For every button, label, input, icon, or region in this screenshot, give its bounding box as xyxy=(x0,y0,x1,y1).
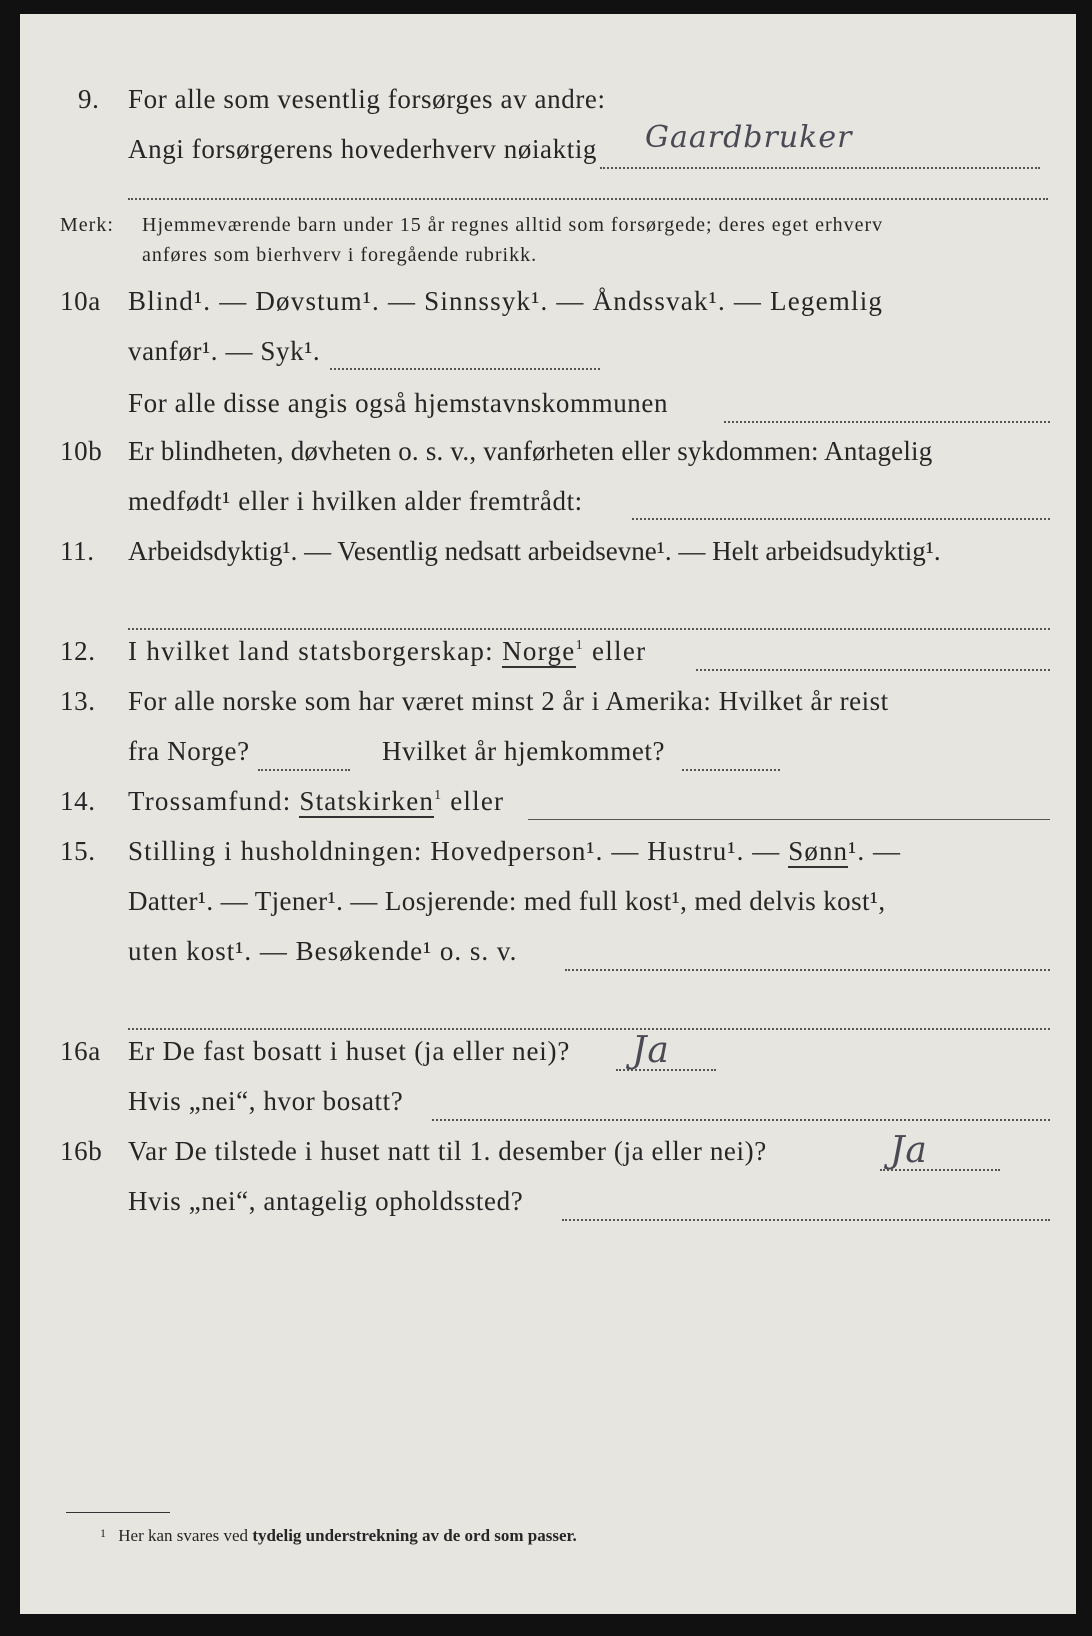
q16a-line-2 xyxy=(20,1086,1076,1132)
footnote xyxy=(100,1526,577,1546)
q12-line xyxy=(20,636,1076,682)
q13-reist-field[interactable] xyxy=(258,769,350,771)
q9-line-1 xyxy=(20,84,1076,130)
q14-choice-statskirken[interactable]: Statskirken xyxy=(299,786,435,816)
q10a-answer-field[interactable] xyxy=(330,368,600,370)
merk-text-2: anføres som bierhverv i foregående rubrikk. xyxy=(142,244,538,266)
q14-line xyxy=(20,786,1076,832)
q12-number: 12. xyxy=(60,636,96,666)
merk-label: Merk: xyxy=(60,214,114,236)
q15-text-3: uten kost¹. — Besøkende¹ o. s. v. xyxy=(128,936,518,966)
q15-answer-field[interactable] xyxy=(565,969,1050,971)
q13-number: 13. xyxy=(60,686,96,716)
q16a-handwritten-answer: Ja xyxy=(632,1030,670,1071)
q10a-line-3 xyxy=(20,388,1076,434)
q14-eller: eller xyxy=(450,786,505,816)
q10a-number: 10a xyxy=(60,286,101,316)
q9-subtext: Angi forsørgerens hovederhverv nøiaktig xyxy=(128,134,598,164)
q9-number: 9. xyxy=(78,84,100,114)
footnote-text-bold: tydelig understrekning av de ord som passer. xyxy=(252,1526,577,1545)
q14-text: Trossamfund: xyxy=(128,786,292,816)
q11-extra-line[interactable] xyxy=(128,628,1050,630)
footnote-text: Her kan svares ved xyxy=(118,1526,249,1545)
q9-text: For alle som vesentlig forsørges av andre: xyxy=(128,84,606,114)
q11-text: Arbeidsdyktig¹. — Vesentlig nedsatt arbeidsevne¹. — Helt arbeidsudyktig¹. xyxy=(128,536,941,566)
q12-choice-norge[interactable]: Norge xyxy=(502,636,576,666)
q16b-line-1 xyxy=(20,1130,1076,1182)
merk-text: Hjemmeværende barn under 15 år regnes alltid som forsørgede; deres eget erhverv xyxy=(142,214,884,236)
q15-text: Stilling i husholdningen: Hovedperson¹. — Hustru¹. — xyxy=(128,836,781,866)
q9-handwritten-answer: Gaardbruker xyxy=(645,120,853,155)
q11-number: 11. xyxy=(60,536,95,566)
q16a-number: 16a xyxy=(60,1036,101,1066)
q13-line-2 xyxy=(20,736,1076,782)
q15-text-tail: ¹. — xyxy=(848,836,902,866)
q10b-line-2 xyxy=(20,486,1076,532)
q10a-text-2: vanfør¹. — Syk¹. xyxy=(128,336,321,366)
footnote-marker: 1 xyxy=(100,1526,106,1540)
q14-number: 14. xyxy=(60,786,96,816)
q11-line-1 xyxy=(20,536,1076,582)
q13-line-1 xyxy=(20,686,1076,732)
q9-line-2 xyxy=(20,120,1076,180)
q10b-text-2: medfødt¹ eller i hvilken alder fremtrådt: xyxy=(128,486,583,516)
q12-eller: eller xyxy=(591,636,647,666)
q15-extra-line[interactable] xyxy=(128,1028,1050,1030)
q16b-text-2: Hvis „nei“, antagelig opholdssted? xyxy=(128,1186,524,1216)
q16b-text: Var De tilstede i huset natt til 1. desember (ja eller nei)? xyxy=(128,1136,767,1166)
q16b-line-2 xyxy=(20,1186,1076,1232)
q10a-text: Blind¹. — Døvstum¹. — Sinnssyk¹. — Åndssvak¹. — Legemlig xyxy=(128,286,884,316)
q16a-text-2: Hvis „nei“, hvor bosatt? xyxy=(128,1086,404,1116)
merk-line-2 xyxy=(20,244,1076,290)
q16a-text: Er De fast bosatt i huset (ja eller nei)? xyxy=(128,1036,571,1066)
q15-line-1 xyxy=(20,836,1076,882)
q15-text-2: Datter¹. — Tjener¹. — Losjerende: med full kost¹, med delvis kost¹, xyxy=(128,886,886,916)
footnote-mark: 1 xyxy=(575,638,584,653)
q10a-line-1 xyxy=(20,286,1076,332)
q10b-answer-field[interactable] xyxy=(632,518,1050,520)
q15-number: 15. xyxy=(60,836,96,866)
q13-hjemkommet-label: Hvilket år hjemkommet? xyxy=(382,736,666,766)
q10b-line-1 xyxy=(20,436,1076,482)
q13-hjemkommet-field[interactable] xyxy=(682,769,780,771)
q16a-bosatt-field[interactable] xyxy=(432,1119,1050,1121)
q12-answer-field[interactable] xyxy=(696,669,1050,671)
q16b-number: 16b xyxy=(60,1136,103,1166)
q16a-line-1 xyxy=(20,1030,1076,1082)
q10a-hjemstavn-field[interactable] xyxy=(724,421,1050,423)
q15-choice-sonn[interactable]: Sønn xyxy=(788,836,849,866)
q16b-opholdssted-field[interactable] xyxy=(562,1219,1050,1221)
q13-reist-label: fra Norge? xyxy=(128,736,250,766)
q13-text: For alle norske som har været minst 2 år i Amerika: Hvilket år reist xyxy=(128,686,889,716)
census-form-page xyxy=(20,14,1076,1614)
q9-extra-line[interactable] xyxy=(128,198,1048,200)
footnote-mark: 1 xyxy=(434,788,443,803)
q12-text: I hvilket land statsborgerskap: xyxy=(128,636,494,666)
q10b-number: 10b xyxy=(60,436,103,466)
q16b-handwritten-answer: Ja xyxy=(890,1130,928,1171)
q9-answer-field[interactable] xyxy=(600,167,1040,169)
q15-line-2 xyxy=(20,886,1076,932)
q10a-line-2 xyxy=(20,336,1076,382)
q10a-text-3: For alle disse angis også hjemstavnskommunen xyxy=(128,388,669,418)
q10b-text: Er blindheten, døvheten o. s. v., vanførheten eller sykdommen: Antagelig xyxy=(128,436,933,466)
footnote-rule xyxy=(66,1512,170,1513)
q14-answer-field[interactable] xyxy=(528,819,1050,820)
q15-line-3 xyxy=(20,936,1076,982)
